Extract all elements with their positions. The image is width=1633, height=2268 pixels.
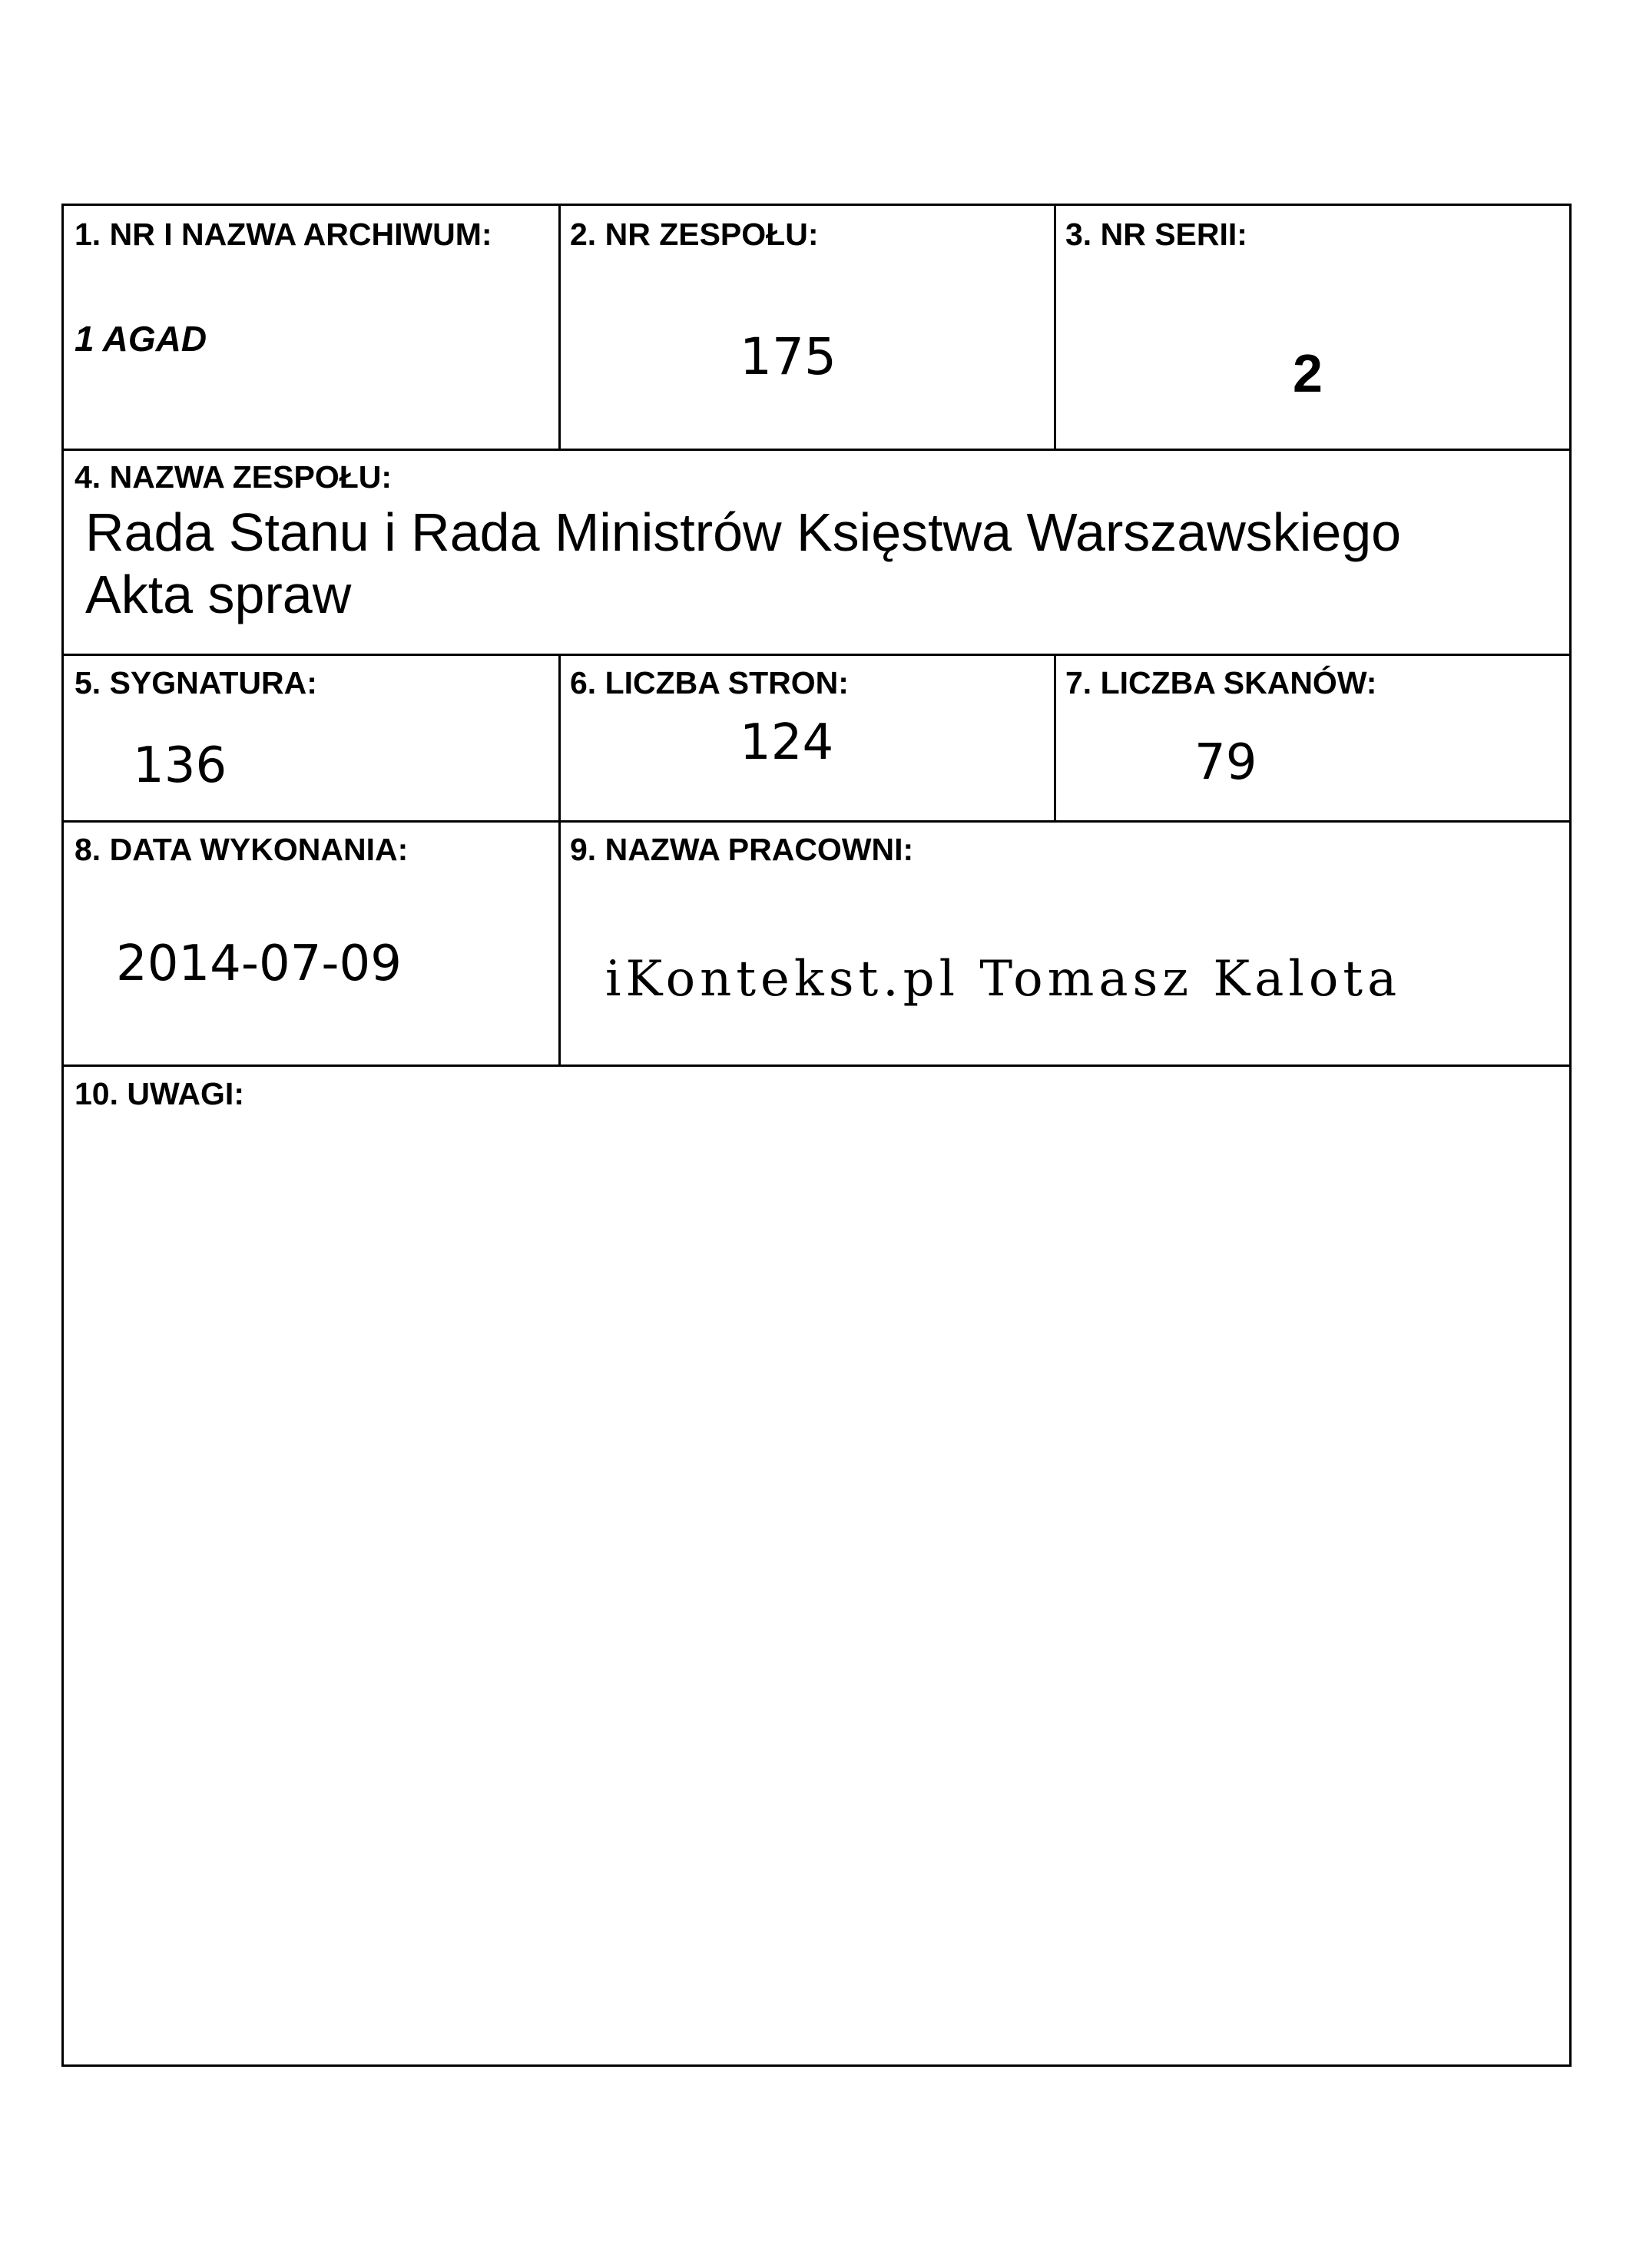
signature-value: 136 (133, 737, 227, 794)
row-divider-3 (64, 820, 1569, 823)
row-divider-4 (64, 1064, 1569, 1067)
archive-value: 1 AGAD (75, 319, 207, 359)
fonds-no-label: 2. NR ZESPOŁU: (570, 217, 819, 252)
pages-label: 6. LICZBA STRON: (570, 665, 849, 700)
col-divider-r1-a (558, 206, 561, 449)
scans-value: 79 (1194, 734, 1257, 791)
series-no-value: 2 (1293, 343, 1323, 403)
date-label: 8. DATA WYKONANIA: (75, 832, 409, 867)
workshop-label: 9. NAZWA PRACOWNI: (570, 832, 914, 867)
scans-label: 7. LICZBA SKANÓW: (1065, 665, 1377, 700)
fonds-name-line2: Akta spraw (85, 565, 352, 624)
archive-label: 1. NR I NAZWA ARCHIWUM: (75, 217, 492, 252)
pages-value: 124 (740, 714, 834, 771)
col-divider-r1-b (1054, 206, 1056, 449)
date-value: 2014-07-09 (116, 935, 402, 992)
row-divider-1 (64, 449, 1569, 451)
col-divider-r3-b (1054, 654, 1056, 820)
fonds-no-value: 175 (740, 327, 836, 386)
signature-label: 5. SYGNATURA: (75, 665, 317, 700)
fonds-name-line1: Rada Stanu i Rada Ministrów Księstwa Warszawskiego (85, 502, 1402, 562)
fonds-name-label: 4. NAZWA ZESPOŁU: (75, 459, 393, 495)
workshop-value: iKontekst.pl Tomasz Kalota (605, 951, 1402, 1008)
series-no-label: 3. NR SERII: (1065, 217, 1247, 252)
notes-label: 10. UWAGI: (75, 1076, 244, 1111)
col-divider-r3-a (558, 654, 561, 820)
row-divider-2 (64, 654, 1569, 656)
col-divider-r4 (558, 820, 561, 1064)
metadata-card (61, 204, 1572, 2067)
